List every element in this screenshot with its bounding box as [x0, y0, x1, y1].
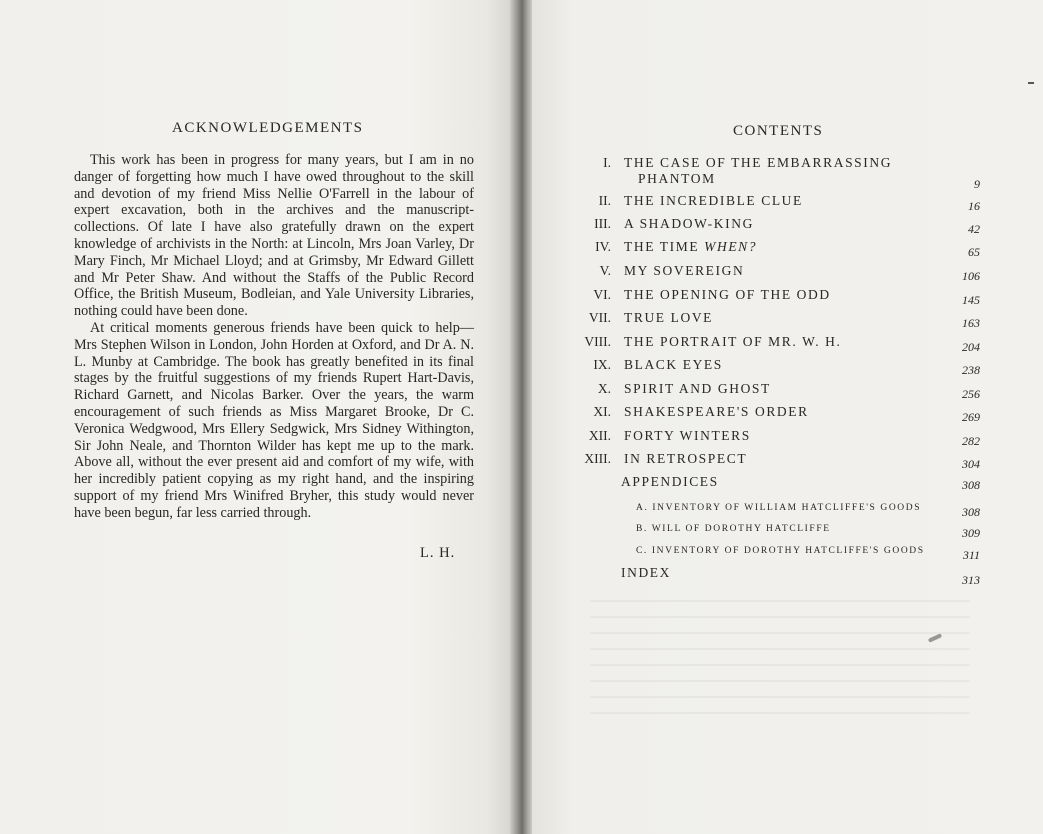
acknowledgements-paragraph: At critical moments generous friends have been quick to help—Mrs Stephen Wilson in London, John Horden at Oxford, and Dr A. N. L. Munby at Cambridge. The book has greatly benefited in its final stages by the fruitful suggestions of my friends Rupert Hart-Davis, Richard Garnett, and Nicolas Barker. Over the years, the warm encouragement of such friends as Miss Margaret Brooke, Dr C. Veronica Wedgwood, Mrs Ellery Sedgwick, Mrs Sidney Withington, Sir John Neale, and Thornton Wilder has kept me up to the mark. Above all, without the ever present aid and comfort of my wife, with her incredibly patient copying as my right hand, and the inspiring support of my friend Mrs Winifred Bryher, this study would never have been begun, far less carried through.	[74, 319, 474, 521]
chapter-number: IV.	[595, 239, 611, 254]
chapter-title: MY SOVEREIGN	[624, 263, 745, 278]
page-number: 304	[962, 457, 980, 471]
page-number: 163	[962, 316, 980, 330]
contents-heading: CONTENTS	[733, 123, 824, 139]
appendix-title: B. WILL OF DOROTHY HATCLIFFE	[636, 524, 831, 534]
chapter-title: THE CASE OF THE EMBARRASSING	[624, 155, 893, 170]
page-number: 145	[962, 293, 980, 307]
toc-entry	[560, 214, 990, 234]
page-number: 65	[968, 245, 980, 259]
page-number: 42	[968, 222, 980, 236]
chapter-number: VIII.	[584, 334, 611, 349]
page-number: 238	[962, 363, 980, 377]
toc-entry	[560, 261, 990, 281]
toc-entry	[560, 332, 990, 352]
page-number: 311	[962, 548, 980, 562]
chapter-title: THE OPENING OF THE ODD	[624, 287, 831, 302]
toc-entry	[560, 379, 990, 399]
table-of-contents	[560, 153, 990, 603]
index-title: INDEX	[621, 565, 671, 580]
chapter-number: VII.	[588, 310, 611, 325]
chapter-title: THE PORTRAIT OF MR. W. H.	[624, 334, 842, 349]
chapter-number: I.	[603, 155, 611, 170]
toc-entry	[560, 449, 990, 469]
acknowledgements-body	[74, 152, 474, 522]
chapter-number: III.	[594, 216, 611, 231]
chapter-title: FORTY WINTERS	[624, 428, 751, 443]
chapter-number: XII.	[588, 428, 611, 443]
left-page	[0, 0, 512, 834]
chapter-title	[624, 239, 757, 255]
chapter-title: SHAKESPEARE'S ORDER	[624, 404, 809, 419]
toc-entry	[560, 426, 990, 446]
page-number: 308	[962, 478, 980, 492]
appendices-title: APPENDICES	[621, 474, 719, 489]
toc-entry-index	[560, 563, 990, 587]
page-number: 106	[962, 269, 980, 283]
appendix-title: A. INVENTORY OF WILLIAM HATCLIFFE'S GOODS	[636, 503, 922, 513]
chapter-number: VI.	[593, 287, 611, 302]
acknowledgements-paragraph: This work has been in progress for many years, but I am in no danger of forgetting how much I have owed throughout to the skill and devotion of my friend Miss Nellie O'Farrell in the labour of expert excavation, both in the archives and the manuscript-collections. Of late I have also gratefully drawn on the expert knowledge of archivists in the North: at Lincoln, Mrs Joan Varley, Dr Mary Finch, Mr Michael Lloyd; and at Grimsby, Mr Edward Gillett and Mr Peter Shaw. And without the Staffs of the Public Record Office, the British Museum, Bodleian, and Yale University Libraries, nothing could have been done.	[74, 152, 474, 320]
page-number: 308	[962, 505, 980, 519]
chapter-number: V.	[599, 263, 611, 278]
page-mark	[1028, 82, 1034, 84]
toc-entry-appendix	[560, 520, 990, 540]
appendix-title: C. INVENTORY OF DOROTHY HATCLIFFE'S GOODS	[636, 546, 925, 556]
toc-entry	[560, 402, 990, 422]
acknowledgements-heading: ACKNOWLEDGEMENTS	[172, 120, 364, 136]
page-number: 9	[974, 177, 980, 191]
chapter-title: BLACK EYES	[624, 357, 723, 372]
chapter-title: TRUE LOVE	[624, 310, 714, 325]
toc-entry	[560, 237, 990, 257]
chapter-title-text: THE TIME	[624, 239, 705, 254]
page-number: 313	[962, 573, 980, 587]
author-initials: L. H.	[420, 545, 456, 561]
chapter-title: SPIRIT AND GHOST	[624, 381, 771, 396]
page-number: 16	[968, 199, 980, 213]
chapter-number: XIII.	[584, 451, 611, 466]
chapter-title: THE INCREDIBLE CLUE	[624, 193, 803, 208]
chapter-title-continued: PHANTOM	[638, 171, 716, 186]
chapter-number: IX.	[593, 357, 611, 372]
chapter-title: A SHADOW-KING	[624, 216, 754, 231]
page-number: 269	[962, 410, 980, 424]
chapter-number: II.	[598, 193, 611, 208]
chapter-number: X.	[597, 381, 611, 396]
page-number: 309	[962, 526, 980, 540]
chapter-title: IN RETROSPECT	[624, 451, 748, 466]
toc-entry-appendices	[560, 472, 990, 492]
toc-entry-appendix	[560, 499, 990, 519]
toc-entry	[560, 153, 990, 189]
toc-entry	[560, 308, 990, 328]
chapter-number: XI.	[593, 404, 611, 419]
toc-entry	[560, 355, 990, 375]
page-number: 256	[962, 387, 980, 401]
book-gutter	[510, 0, 534, 834]
toc-entry	[560, 191, 990, 211]
chapter-title-emphasis: WHEN?	[704, 239, 758, 254]
page-number: 204	[962, 340, 980, 354]
page-show-through	[590, 600, 970, 720]
toc-entry	[560, 285, 990, 305]
page-number: 282	[962, 434, 980, 448]
toc-entry-appendix	[560, 542, 990, 562]
